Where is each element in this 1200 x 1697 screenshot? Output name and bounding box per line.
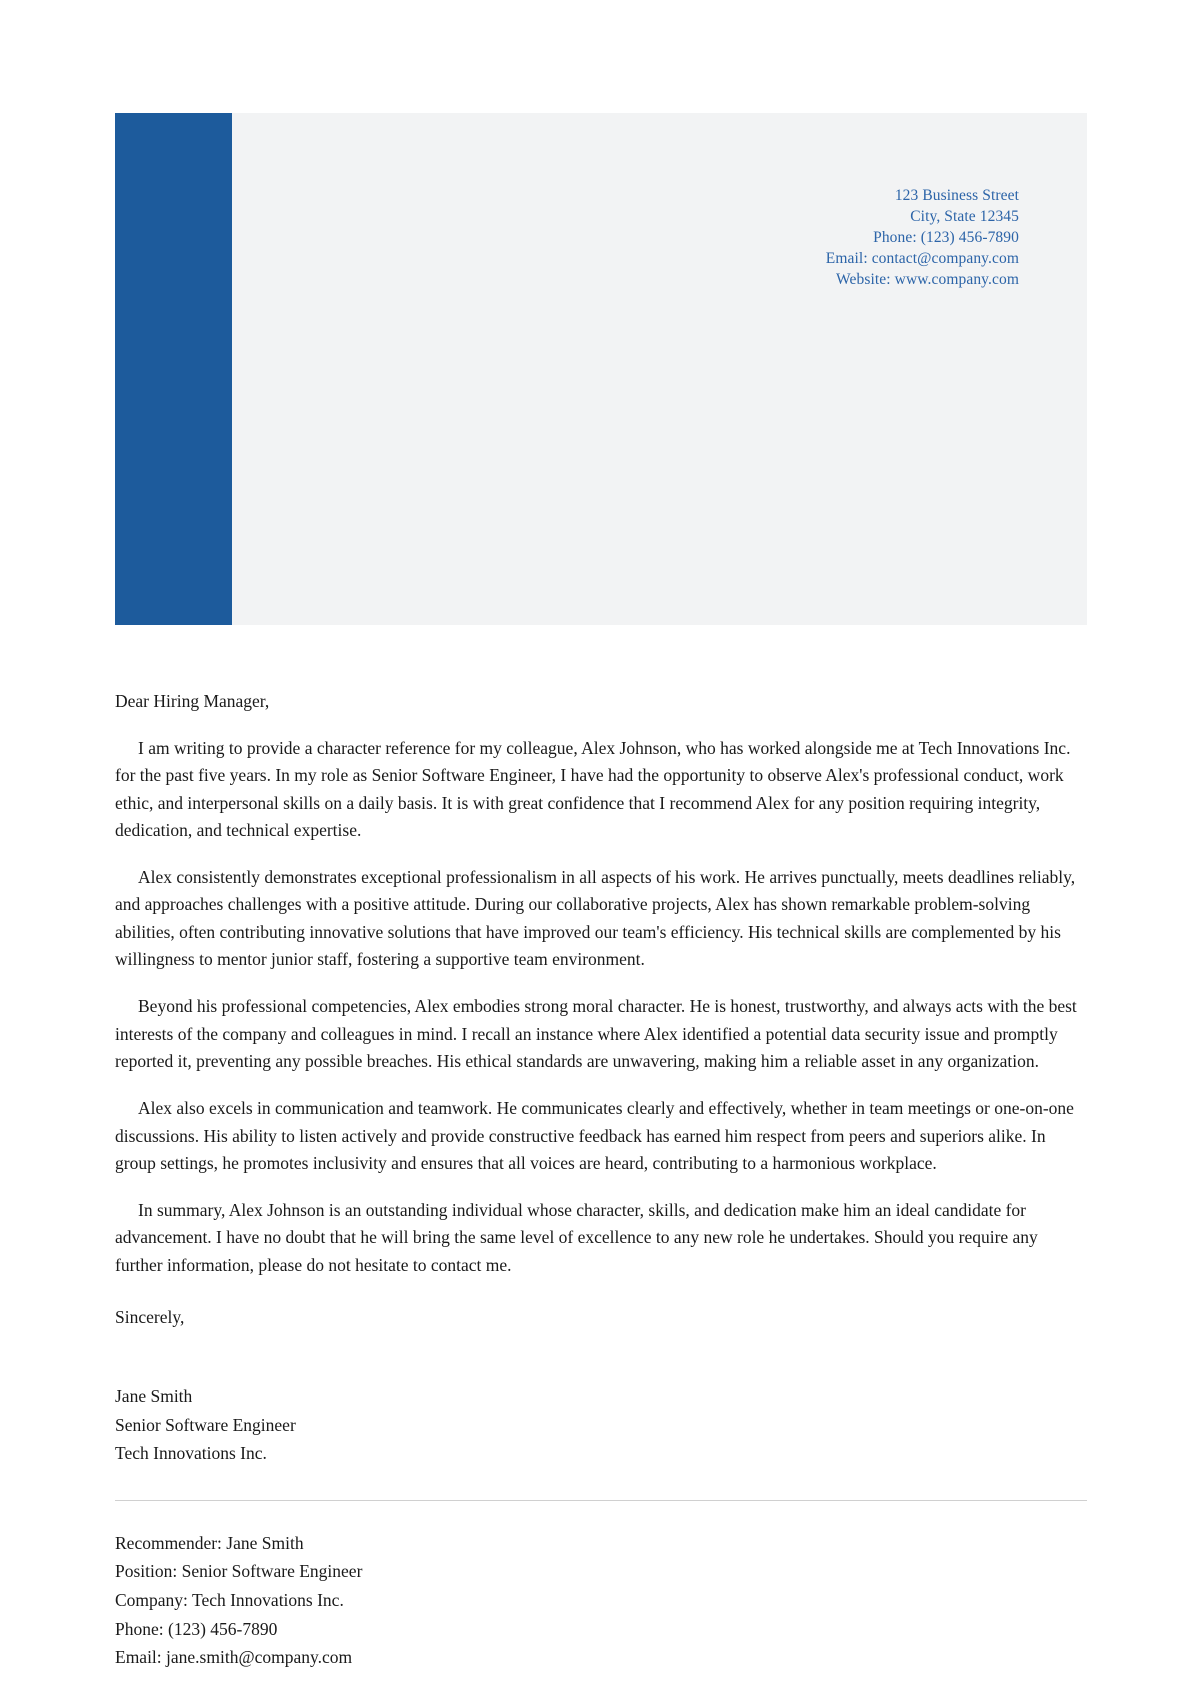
salutation: Dear Hiring Manager, [115,691,270,711]
contact-line-phone: Phone: (123) 456-7890 [873,229,1019,246]
letter-body [115,688,1087,1672]
closing-salutation: Sincerely, [115,1307,185,1328]
footer-divider [115,1500,1087,1501]
contact-line-website: Website: www.company.com [836,271,1019,288]
detail-email: Email: jane.smith@company.com [115,1647,353,1668]
body-paragraph-5: In summary, Alex Johnson is an outstanding individual whose character, skills, and dedication make him an ideal candidate for advancement. I have no doubt that he will bring the same level of excellence to any new role he undertakes. Should you require any further information, please do not hesitate to contact me. [115,1200,1038,1275]
letterhead-banner [115,113,1087,625]
body-paragraph-1: I am writing to provide a character reference for my colleague, Alex Johnson, who has worked alongside me at Tech Innovations Inc. for the past five years. In my role as Senior Software Engineer, I have had the opportunity to observe Alex's professional conduct, work ethic, and interpersonal skills on a daily basis. It is with great confidence that I recommend Alex for any position requiring integrity, dedication, and technical expertise. [115,738,1071,840]
signature-block [115,1382,1087,1468]
body-paragraph-2: Alex consistently demonstrates exceptional professionalism in all aspects of his work. He arrives punctually, meets deadlines reliably, and approaches challenges with a positive attitude. During our collaborative projects, Alex has shown remarkable problem-solving abilities, often contributing innovative solutions that have improved our team's efficiency. His technical skills are complemented by his willingness to mentor junior staff, fostering a supportive team environment. [115,867,1076,970]
body-paragraph-4: Alex also excels in communication and teamwork. He communicates clearly and effectively, whether in team meetings or one-on-one discussions. His ability to listen actively and provide constructive feedback has earned him respect from peers and superiors alike. In group settings, he promotes inclusivity and ensures that all voices are heard, contributing to a harmonious workplace. [115,1098,1074,1173]
detail-recommender: Recommender: Jane Smith [115,1532,304,1553]
detail-position: Position: Senior Software Engineer [115,1561,363,1582]
contact-line-city-state-zip: City, State 12345 [910,208,1019,225]
signature-title: Senior Software Engineer [115,1414,296,1435]
body-paragraph-3: Beyond his professional competencies, Alex embodies strong moral character. He is honest, trustworthy, and always acts with the best interests of the company and colleagues in mind. I recall an instance where Alex identified a potential data security issue and promptly reported it, preventing any possible breaches. His ethical standards are unwavering, making him a reliable asset in any organization. [115,996,1077,1071]
contact-line-email: Email: contact@company.com [825,250,1019,267]
detail-phone: Phone: (123) 456-7890 [115,1618,278,1639]
letterhead-accent-bar [115,113,232,625]
contact-line-street: 123 Business Street [894,187,1019,204]
recommender-details-block [115,1529,1087,1673]
company-contact-block [826,185,1019,290]
signature-name: Jane Smith [115,1386,193,1407]
letterhead-content-area [232,113,1087,625]
signature-company: Tech Innovations Inc. [115,1443,267,1464]
detail-company: Company: Tech Innovations Inc. [115,1589,344,1610]
